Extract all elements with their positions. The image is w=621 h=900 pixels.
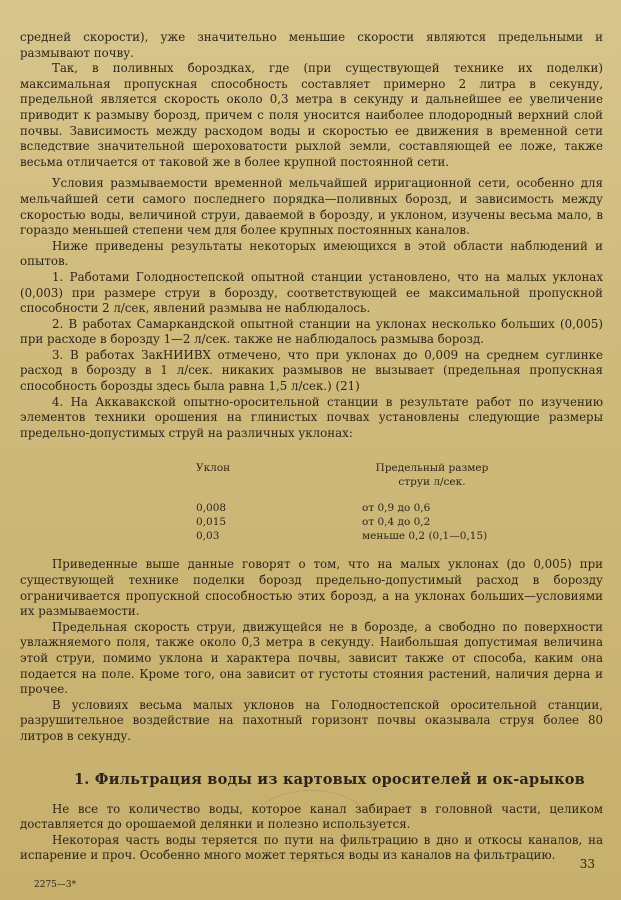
table-header-size-line2: струи л/сек. bbox=[398, 476, 466, 489]
page-number: 33 bbox=[579, 857, 595, 871]
paragraph-4: Ниже приведены результаты некоторых имеющихся в этой области наблюдений и опытов. bbox=[20, 238, 603, 269]
table-row bbox=[170, 529, 508, 543]
table-cell-size: меньше 0,2 (0,1—0,15) bbox=[362, 530, 488, 543]
paragraph-9: Приведенные выше данные говорят о том, что на малых уклонах (до 0,005) при существующей технике поделки борозд предельно-допустимый расход в борозду ограничивается пропускной способностью этих борозд, а на уклонах больших—условиями их размываемости. bbox=[20, 557, 603, 619]
paragraph-6: 2. В работах Самаркандской опытной станции на уклонах несколько больших (0,005) при расходе в борозду 1—2 л/сек. также не наблюдалось размыва борозд. bbox=[20, 316, 603, 347]
table-cell-size: от 0,4 до 0,2 bbox=[362, 516, 431, 529]
table-header-row bbox=[170, 461, 508, 501]
table-cell-slope: 0,015 bbox=[196, 516, 227, 529]
paragraph-10: Предельная скорость струи, движущейся не в борозде, а свободно по поверхности увлажняемого поля, также около 0,3 метра в секунду. Наибольшая допустимая величина этой струи, помимо уклона и характера почвы, зависит также от способа, каким она подается на поле. Кроме того, она зависит от густоты стояния растений, наличия дерна и прочее. bbox=[20, 619, 603, 697]
paragraph-1: средней скорости), уже значительно меньшие скорости являются предельными и размывают почву. bbox=[20, 30, 603, 60]
paragraph-13: Некоторая часть воды теряется по пути на фильтрацию в дно и откосы каналов, на испарение и проч. Особенно много может теряться воды из каналов на фильтрацию. bbox=[20, 832, 603, 863]
paragraph-11: В условиях весьма малых уклонов на Голодностепской оросительной станции, разрушительное воздействие на пахотный горизонт почвы оказывала струя более 80 литров в секунду. bbox=[20, 697, 603, 743]
printer-signature: 2275—3* bbox=[34, 880, 77, 890]
table-row bbox=[170, 501, 508, 515]
paragraph-7: 3. В работах ЗакНИИВХ отмечено, что при уклонах до 0,009 на среднем суглинке расход в борозду в 1 л/сек. никаких размывов не вызывает (предельная пропускная способность борозды здесь была равна 1,5 л/сек.) (21) bbox=[20, 347, 603, 394]
paper-stain bbox=[250, 790, 372, 862]
table-cell-slope: 0,03 bbox=[196, 530, 220, 543]
paragraph-3: Условия размываемости временной мельчайшей ирригационной сети, особенно для мельчайшей сети самого последнего порядка—поливных борозд, и зависимость между скоростью воды, величиной струи, даваемой в борозду, и уклоном, изучены весьма мало, в гораздо меньшей степени чем для более крупных постоянных каналов. bbox=[20, 176, 603, 238]
table-row bbox=[170, 515, 508, 529]
paragraph-12: Не все то количество воды, которое канал забирает в головной части, целиком доставляется до орошаемой делянки и полезно используется. bbox=[20, 801, 603, 832]
table-cell-size: от 0,9 до 0,6 bbox=[362, 502, 431, 515]
table-cell-slope: 0,008 bbox=[196, 502, 227, 515]
table-header-size-line1: Предельный размер bbox=[375, 462, 489, 475]
slope-limits-table bbox=[170, 461, 508, 543]
table-header-slope: Уклон bbox=[196, 462, 231, 475]
paragraph-8: 4. На Аккавакской опытно-оросительной станции в результате работ по изучению элементов техники орошения на глинистых почвах установлены следующие размеры предельно-допустимых струй на различных уклонах: bbox=[20, 394, 603, 440]
section-heading: 1. Фильтрация воды из картовых оросителей и ок-арыков bbox=[74, 770, 585, 788]
table-header-size bbox=[322, 461, 508, 501]
paragraph-5: 1. Работами Голодностепской опытной станции установлено, что на малых уклонах (0,003) при размере струи в борозду, соответствующей ее максимальной пропускной способности 2 л/сек, явлений размыва не наблюдалось. bbox=[20, 269, 603, 316]
paragraph-2: Так, в поливных бороздках, где (при существующей технике их поделки) максимальная пропускная способность составляет примерно 2 литра в секунду, предельной является скорость около 0,3 метра в секунду и дальнейшее ее увеличение приводит к размыву борозд, причем с поля уносится наиболее плодородный верхний слой почвы. Зависимость между расходом воды и скоростью ее движения в временной сети вследствие значительной шероховатости рыхлой земли, составляющей ее ложе, также весьма отличается от таковой же в более крупной постоянной сети. bbox=[20, 61, 603, 169]
